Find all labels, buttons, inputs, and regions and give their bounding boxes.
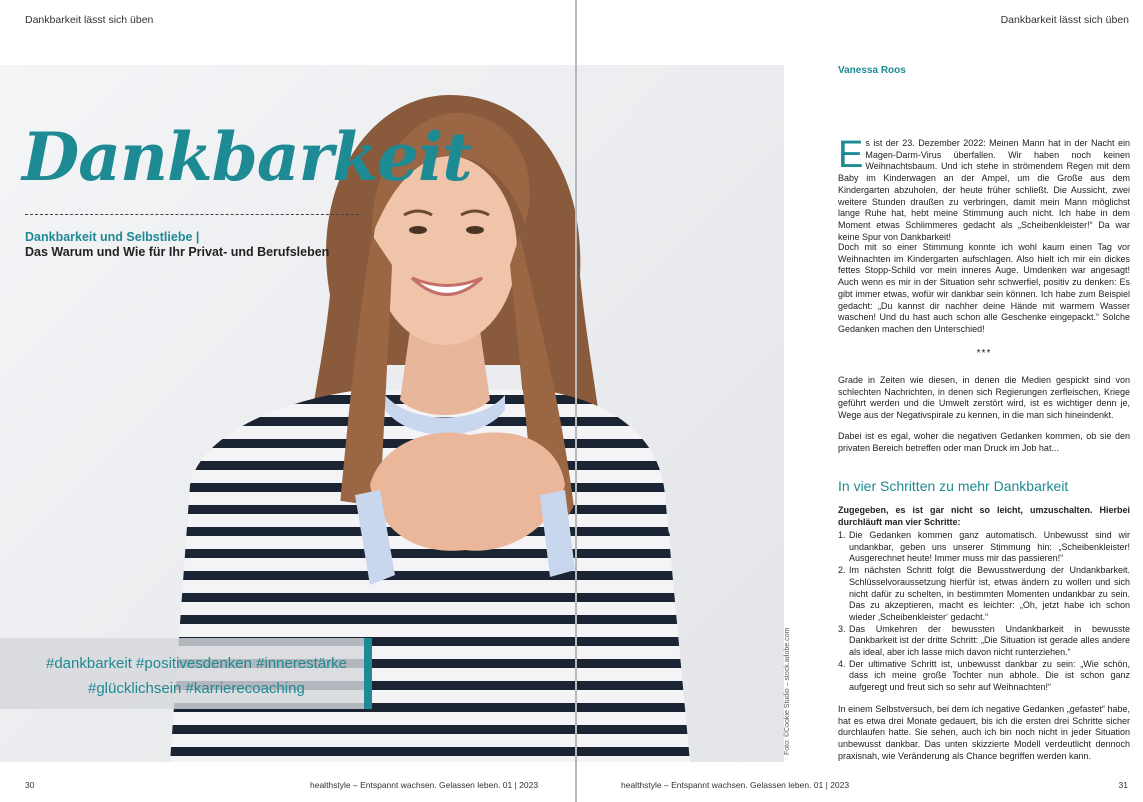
steps-list: [838, 530, 1130, 694]
step-number: 3.: [838, 623, 846, 634]
list-item: [838, 659, 1130, 694]
footer-text-right: healthstyle – Entspannt wachsen. Gelassen leben. 01 | 2023: [621, 780, 850, 790]
list-item: [838, 565, 1130, 624]
section-separator: ***: [976, 348, 992, 359]
step-number: 2.: [838, 565, 846, 576]
running-head-left: Dankbarkeit lässt sich üben: [25, 14, 154, 26]
list-item: [838, 530, 1130, 565]
step-text: Das Umkehren der bewussten Undankbarkeit in bewusste Dankbarkeit ist der dritte Schritt: „Die Situation ist gerade alles andere als ideal, aber ich lasse mich davon nicht runterziehen.“: [849, 623, 1130, 658]
section-heading: In vier Schritten zu mehr Dankbarkeit: [838, 478, 1069, 494]
paragraph-intro: [838, 134, 1130, 243]
paragraph-intro-text: s ist der 23. Dezember 2022: Meinen Mann hat in der Nacht ein Magen-Darm-Virus überfallen. Wir haben noch keinen Weihnachtsbaum. Und ich stehe in strömendem Regen mit dem Baby im Kinderwagen an der Ampel, um die Große aus dem Kindergarten abzuholen, der heute früher schließt. Die Aussicht, zwei weitere Stunden draußen zu verbringen, damit mein Mann möglichst lange Ruhe hat, hebt meine Stimmung auch nicht. Ich habe in dem Moment etwas Schlimmeres gedacht als „Scheibenkleister!“ Da war keine Spur von Dankbarkeit!: [838, 138, 1130, 242]
dropcap: E: [838, 134, 864, 176]
subtitle-main: Das Warum und Wie für Ihr Privat- und Berufsleben: [25, 245, 330, 259]
step-number: 4.: [838, 658, 846, 669]
paragraph-6: In einem Selbstversuch, bei dem ich negative Gedanken „gefastet“ habe, hat es etwa drei Monate gedauert, bis ich die ersten drei Schritte sicher durchlaufen hatte. Sie sehen, auch ich bin noch nicht in jeder Situation unbewusst dankbar. Das unten skizzierte Modell verdeutlicht dennoch praxisnah, wie Veränderung als Chance begriffen werden kann.: [838, 704, 1130, 761]
title-divider: [25, 214, 359, 215]
hashtags-line-2: #glücklichsein #karrierecoaching: [88, 680, 305, 697]
step-text: Der ultimative Schritt ist, unbewusst dankbar zu sein: „Wie schön, dass ich meine große Tochter nun abhole. Die ist schon ganz aufgeregt und freut sich so sehr auf Weihnachten!“: [849, 658, 1130, 693]
paragraph-4: Dabei ist es egal, woher die negativen Gedanken kommen, ob sie den privaten Bereich betreffen oder man Druck im Job hat...: [838, 431, 1130, 453]
subtitle-accent: Dankbarkeit und Selbstliebe |: [25, 230, 200, 244]
hashtag-box: [0, 638, 372, 709]
list-item: [838, 624, 1130, 659]
author-name: Vanessa Roos: [838, 65, 906, 76]
step-text: Im nächsten Schritt folgt die Bewusstwerdung der Undankbarkeit. Schlüsselvoraussetzung hierfür ist, etwas ändern zu wollen und sich nicht dafür zu schelten, in bestimmten Momenten undankbar zu sein. Das zu akzeptieren, macht es leichter: „Oh, jetzt habe ich schon wieder ‚Scheibenkleister‘ gedacht.“: [849, 565, 1130, 622]
hashtag-accent-bar: [364, 638, 372, 709]
paragraph-lead: Zugegeben, es ist gar nicht so leicht, umzuschalten. Hierbei durchläuft man vier Schritte:: [838, 505, 1130, 527]
photo-credit: Foto: ©Cookie Studio – stock.adobe.com: [784, 627, 791, 755]
page-title: Dankbarkeit: [22, 118, 472, 196]
page-spine: [575, 0, 577, 802]
running-head-right: Dankbarkeit lässt sich üben: [1000, 14, 1129, 26]
step-number: 1.: [838, 530, 846, 540]
page-number-right: 31: [1118, 780, 1128, 790]
page-number-left: 30: [25, 780, 35, 790]
paragraph-2: Doch mit so einer Stimmung konnte ich wohl kaum einen Tag vor Weihnachten im Kindergarten aufschlagen. Also hielt ich mir ein dickes fettes Stopp-Schild vor mein inneres Auge. Umdenken war angesagt! Auch wenn es mir in der Situation sehr schwerfiel, positiv zu denken: Es gibt immer etwas, wofür wir dankbar sein können. Ich habe zum Beispiel gedacht: „Du kannst dir nachher deine Hände mit warmem Wasser waschen! Und du hast auch schon alle Geschenke eingepackt.“ Solche Gedanken machen den Unterschied!: [838, 242, 1130, 334]
paragraph-3: Grade in Zeiten wie diesen, in denen die Medien gespickt sind von schlechten Nachrichten, in denen sich Regierungen zerfleischen, Kriege geführt werden und die Umwelt zerstört wird, ist es wichtiger denn je, Wege aus der Negativspirale zu kennen, in die man sich hineindenkt.: [838, 375, 1130, 421]
footer-text-left: healthstyle – Entspannt wachsen. Gelassen leben. 01 | 2023: [310, 780, 539, 790]
step-text: Die Gedanken kommen ganz automatisch. Unbewusst sind wir undankbar, geben uns unserer Stimmung hin: „Scheibenkleister! Ausgerechnet heute! Immer muss mir das passieren!“: [849, 530, 1130, 564]
hashtags-line-1: #dankbarkeit #positivesdenken #innerestärke: [46, 655, 348, 672]
